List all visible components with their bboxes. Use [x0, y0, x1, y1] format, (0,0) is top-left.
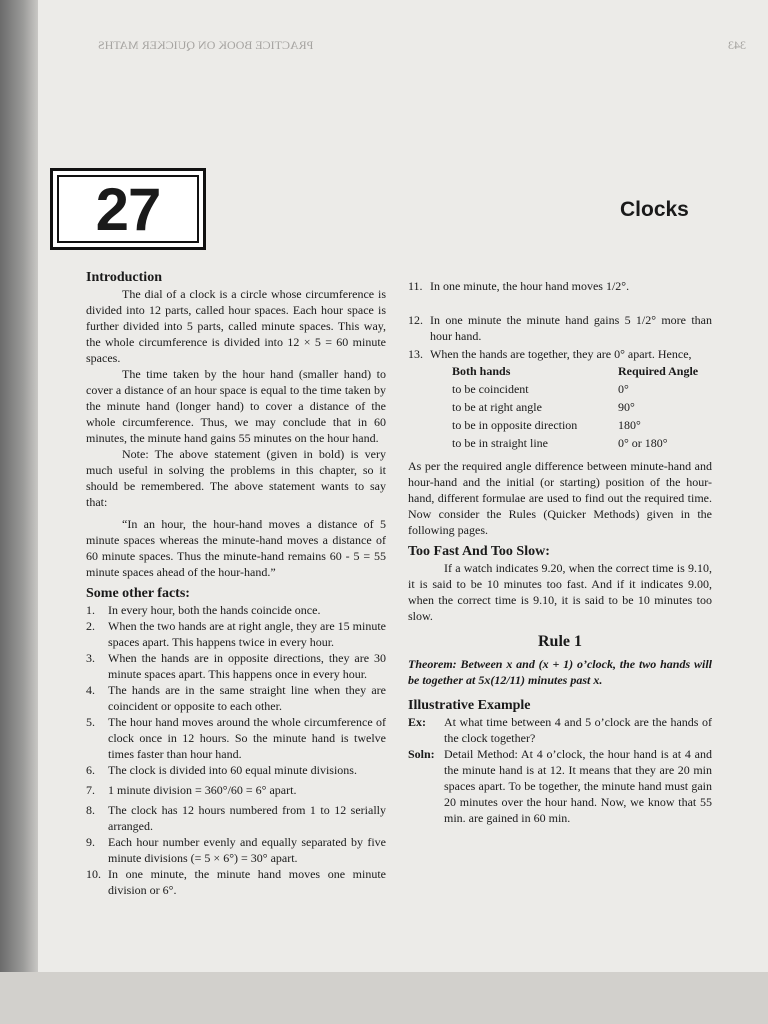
example-solution: Soln: Detail Method: At 4 o’clock, the hour hand is at 4 and the minute hand is at 12. It means that they are 20 min spaces apart. To be together, the minute hand must gain 20 minutes over the hour hand. Now, we know that 55 min. are gained in 60 min. — [408, 747, 712, 825]
table-header: Required Angle — [618, 364, 699, 378]
facts-list-right — [408, 278, 712, 362]
list-item: 9. Each hour number evenly and equally separated by five minute divisions (= 5 × 6°) = 30° apart. — [86, 835, 386, 865]
list-item: 10. In one minute, the minute hand moves one minute division or 6°. — [86, 867, 386, 897]
list-item: 4. The hands are in the same straight line when they are coincident or opposite to each other. — [86, 683, 386, 713]
facts-list-left — [86, 602, 386, 898]
list-item: 3. When the hands are in opposite directions, they are 30 minute spaces apart. This happens once in every hour. — [86, 651, 386, 681]
table-row: to be coincident 0° — [452, 382, 629, 396]
book-gutter-shadow — [0, 0, 38, 1024]
list-item: 8. The clock has 12 hours numbered from 1 to 12 serially arranged. — [86, 803, 386, 833]
example-question: Ex: At what time between 4 and 5 o’clock are the hands of the clock together? — [408, 715, 712, 745]
table-row: to be in opposite direction 180° — [452, 418, 641, 432]
note-paragraph: Note: The above statement (given in bold) is very much useful in solving the problems in this chapter, so it should be remembered. The above statement wants to say that: — [86, 447, 386, 509]
chapter-title: Clocks — [620, 198, 689, 221]
list-item: 13. When the hands are together, they are 0° apart. Hence, — [408, 347, 692, 361]
list-item: 6. The clock is divided into 60 equal minute divisions. — [86, 763, 357, 777]
scan-background — [0, 972, 768, 1024]
theorem-text: Theorem: Between x and (x + 1) o’clock, the two hands will be together at 5x(12/11) minutes past x. — [408, 657, 712, 687]
list-item: 7. 1 minute division = 360°/60 = 6° apart. — [86, 783, 297, 797]
rules-intro-paragraph: As per the required angle difference between minute-hand and hour-hand and the initial (or starting) position of the hour-hand, different formulae are used to find out the required time. Now consider the Rules (Quicker Methods) given in the following pages. — [408, 459, 712, 537]
rule-heading: Rule 1 — [538, 633, 582, 650]
bleed-through-header: PRACTICE BOOK ON QUICKER MATHS — [98, 38, 314, 52]
intro-paragraph-1: The dial of a clock is a circle whose circumference is divided into 12 parts, called hour spaces. Each hour space is further divided into 5 parts, called minute spaces. This way, the whole circumference is divided into 12 × 5 = 60 minute spaces. — [86, 287, 386, 365]
list-item: 5. The hour hand moves around the whole circumference of clock once in 12 hours. So the minute hand is twelve times faster than hour hand. — [86, 715, 386, 761]
example-heading: Illustrative Example — [408, 698, 531, 713]
introduction-heading: Introduction — [86, 270, 162, 285]
facts-heading: Some other facts: — [86, 586, 190, 601]
table-header-row — [452, 362, 698, 380]
chapter-number: 27 — [57, 175, 199, 243]
table-row: to be at right angle 90° — [452, 400, 635, 414]
chapter-number-box — [50, 168, 206, 250]
angle-table — [452, 362, 698, 452]
table-header: Both hands — [452, 364, 511, 378]
list-item: 11. In one minute, the hour hand moves 1/2°. — [408, 279, 630, 293]
intro-paragraph-2: The time taken by the hour hand (smaller hand) to cover a distance of an hour space is equal to the time taken by the minute hand (longer hand) to cover a distance of the whole circumference. Thus, we may conclude that in 60 minutes, the minute hand gains 55 minutes on the hour hand. — [86, 367, 386, 445]
left-column — [86, 270, 386, 898]
fast-slow-heading: Too Fast And Too Slow: — [408, 544, 550, 559]
bleed-through-page-number: 343 — [728, 38, 746, 52]
list-item: 2. When the two hands are at right angle, they are 15 minute spaces apart. This happens twice in every hour. — [86, 619, 386, 649]
quote-paragraph: “In an hour, the hour-hand moves a distance of 5 minute spaces whereas the minute-hand moves a distance of 60 minute spaces. Thus the minute-hand remains 60 - 5 = 55 minute spaces ahead of the hour-hand.” — [86, 517, 386, 579]
table-row: to be in straight line 0° or 180° — [452, 436, 668, 450]
list-item: 12. In one minute the minute hand gains 5 1/2° more than hour hand. — [408, 313, 712, 343]
list-item: 1. In every hour, both the hands coincide once. — [86, 603, 321, 617]
right-column — [408, 270, 712, 826]
fast-slow-paragraph: If a watch indicates 9.20, when the correct time is 9.10, it is said to be 10 minutes too fast. And if it indicates 9.00, when the correct time is 9.10, it is said to be 10 minutes too slow. — [408, 561, 712, 623]
